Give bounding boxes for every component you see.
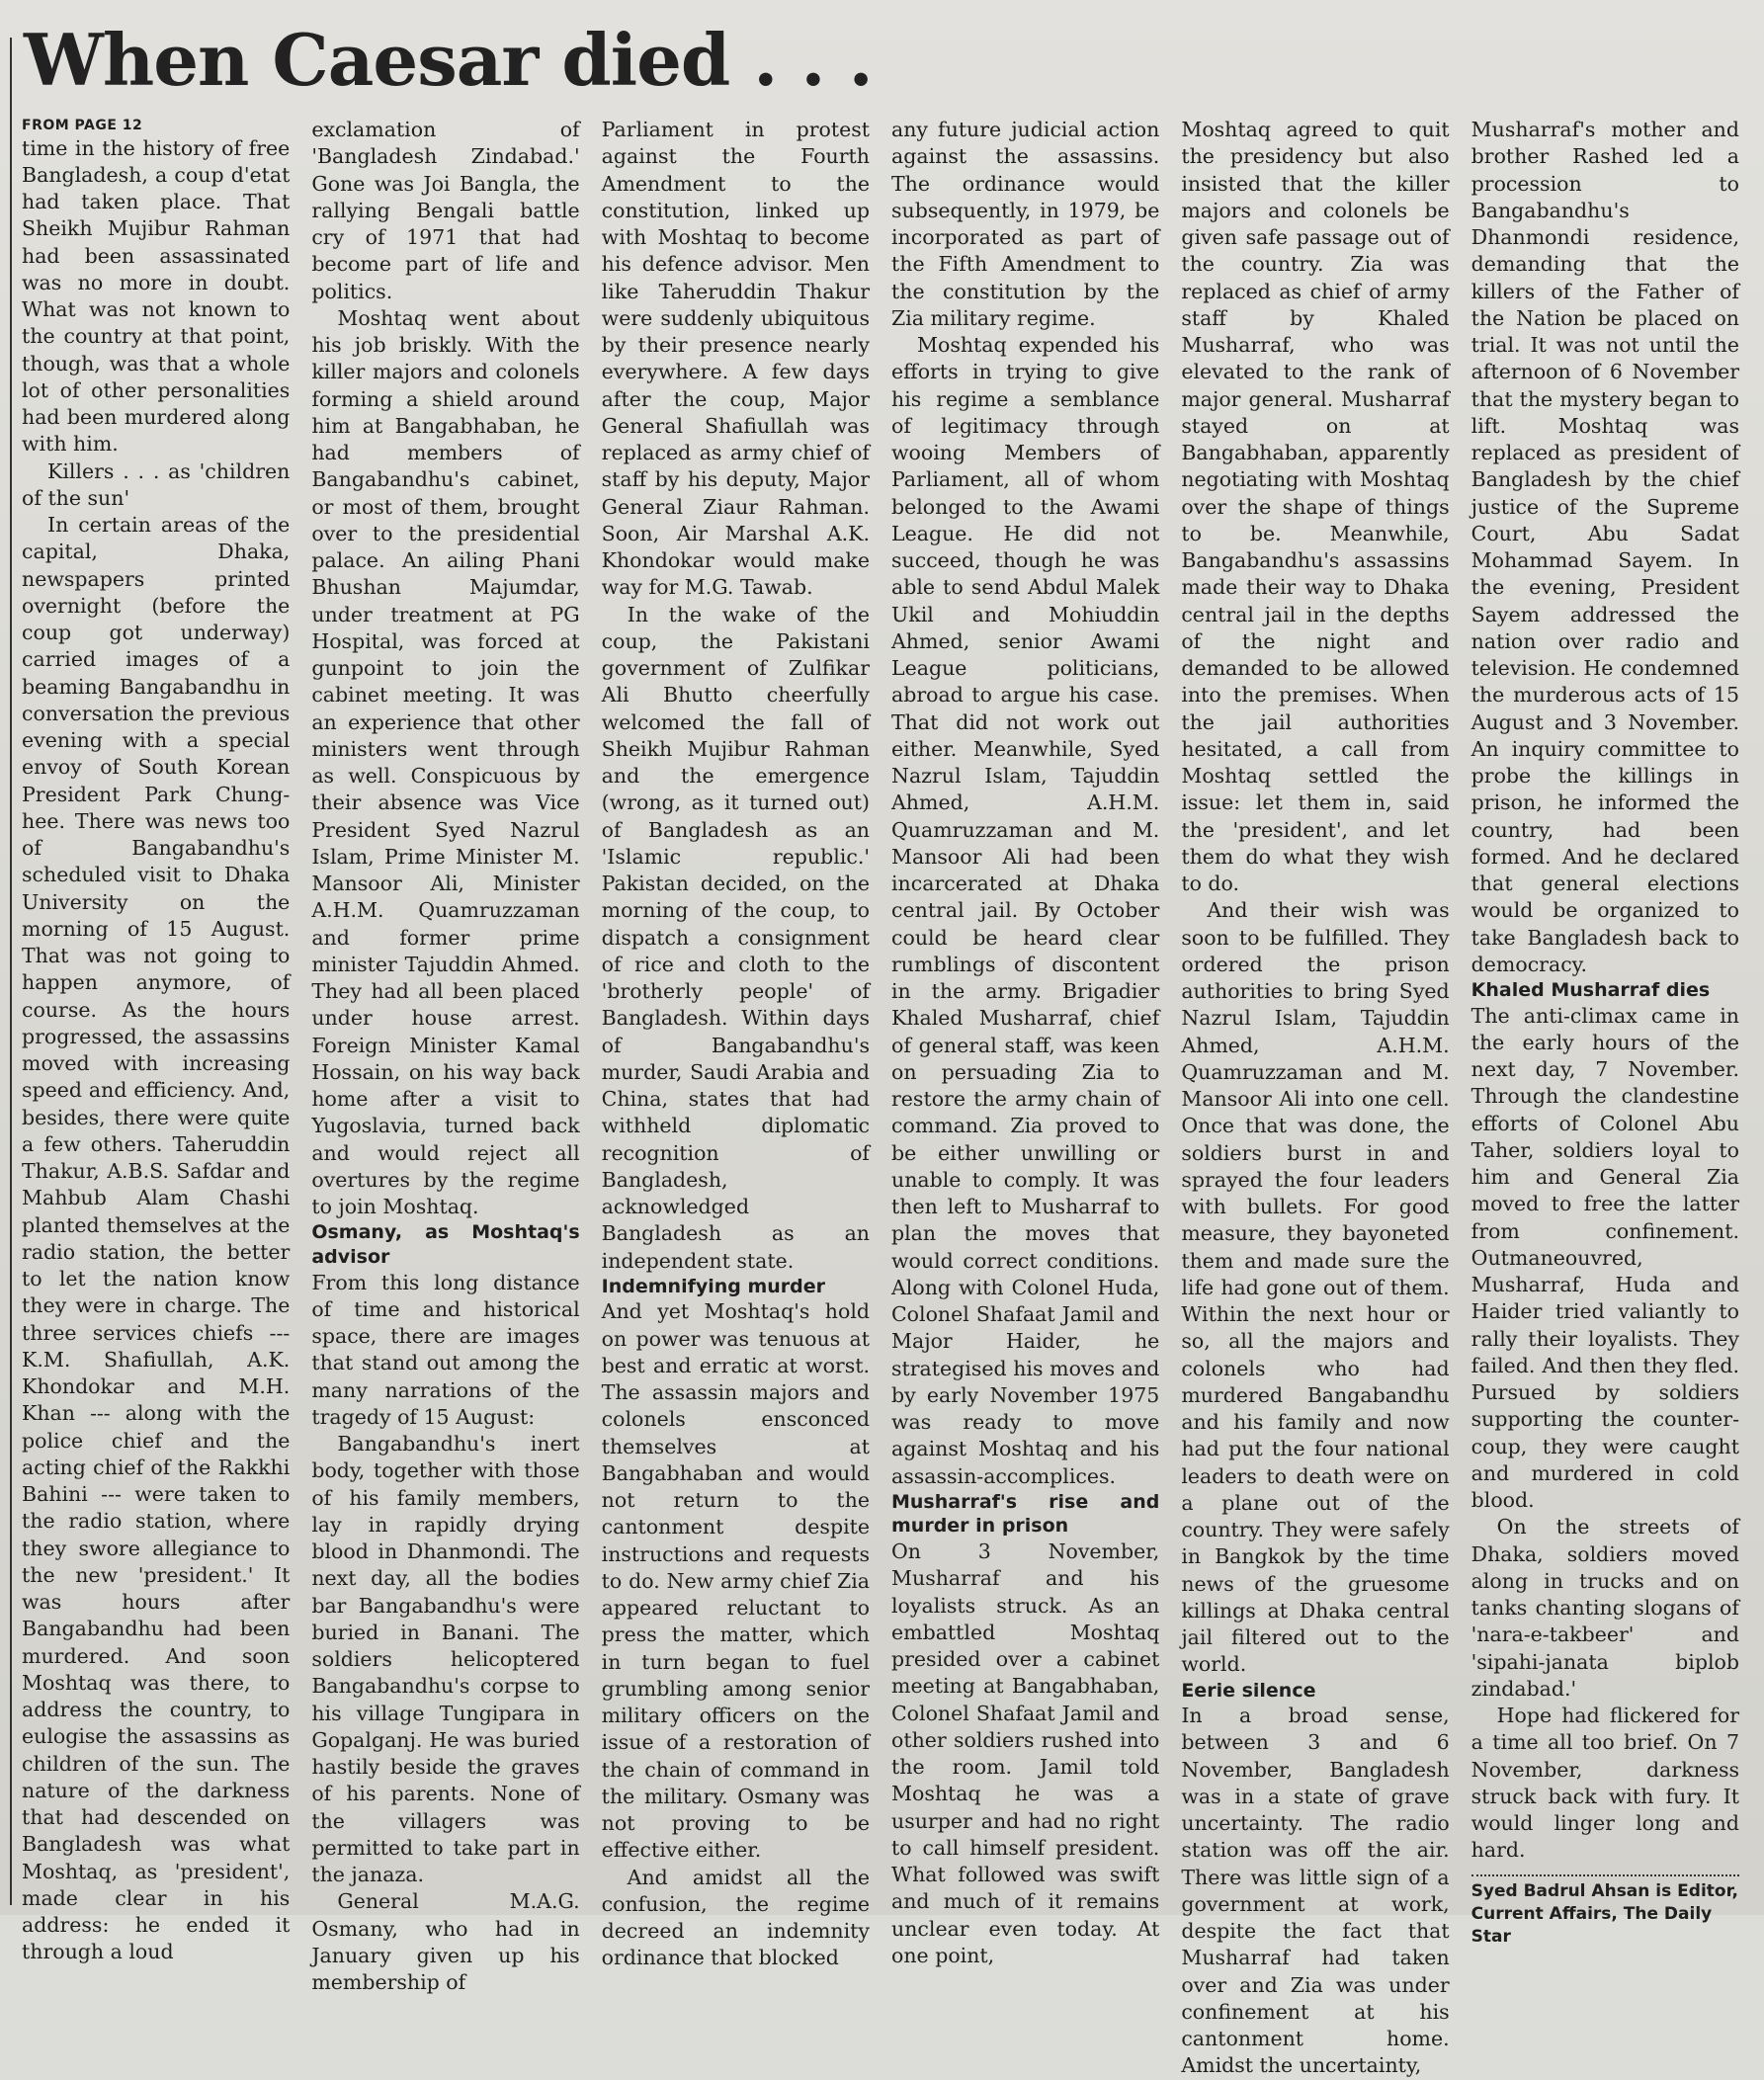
author-byline: Syed Badrul Ahsan is Editor, Current Affairs, The Daily Star xyxy=(1470,1880,1738,1947)
paragraph: And their wish was soon to be fulfilled. They ordered the prison authorities to bring Syed Nazrul Islam, Tajuddin Ahmed, A.H.M. Quamruzzaman and M. Mansoor Ali into one cell. Once that was done, the soldiers burst in and sprayed the four leaders with bullets. For good measure, they bayoneted them and made sure the life had gone out of them. Within the next hour or so, all the majors and colonels who had murdered Bangabandhu and his family and now had put the four national leaders to death were on a plane out of the country. They were safely in Bangkok by the time news of the gruesome killings at Dhaka central jail filtered out to the world. xyxy=(1181,898,1450,1677)
paragraph: In a broad sense, between 3 and 6 November, Bangladesh was in a state of grave uncertainty. The radio station was off the air. There was little sign of a government at work, despite the fact that Musharraf had taken over and Zia was under confinement at his cantonment home. Amidst the uncertainty, xyxy=(1181,1704,1450,2078)
paragraph: Bangabandhu's inert body, together with those of his family members, lay in rapidly drying blood in Dhanmondi. The next day, all the bodies bar Bangabandhu's were buried in Banani. The soldiers helicoptered Bangabandhu's corpse to his village Tungipara in Gopalganj. He was buried hastily beside the graves of his parents. None of the villagers was permitted to take part in the janaza. xyxy=(311,1432,580,1887)
article-column-6 xyxy=(1471,117,1739,2080)
article-column-1 xyxy=(22,117,290,2080)
article-columns xyxy=(22,117,1739,2078)
paragraph: On the streets of Dhaka, soldiers moved along in trucks and on tanks chanting slogans of 'nara-e-takbeer' and 'sipahi-janata biplob zindabad.' xyxy=(1470,1515,1739,1701)
article-column-5 xyxy=(1181,117,1449,2080)
article-column-3 xyxy=(602,117,870,2080)
paragraph: Moshtaq went about his job briskly. With the killer majors and colonels forming a shield around him at Bangabhaban, he had members of Bangabandhu's cabinet, or most of them, brought over to the presidential palace. An ailing Phani Bhushan Majumdar, under treatment at PG Hospital, was forced at gunpoint to join the cabinet meeting. It was an experience that other ministers went through as well. Conspicuous by their absence was Vice President Syed Nazrul Islam, Prime Minister M. Mansoor Ali, Minister A.H.M. Quamruzzaman and former prime minister Tajuddin Ahmed. They had all been placed under house arrest. Foreign Minister Kamal Hossain, on his way back home after a visit to Yugoslavia, turned back and would reject all overtures by the regime to join Moshtaq. xyxy=(311,305,580,1218)
paragraph: In certain areas of the capital, Dhaka, newspapers printed overnight (before the coup got underway) carried images of a beaming Bangabandhu in conversation the previous evening with a special envoy of South Korean President Park Chung-hee. There was news too of Bangabandhu's scheduled visit to Dhaka University on the morning of 15 August. That was not going to happen anymore, of course. As the hours progressed, the assassins moved with increasing speed and efficiency. And, besides, there were quite a few others. Taheruddin Thakur, A.B.S. Safdar and Mahbub Alam Chashi planted themselves at the radio station, the better to let the nation know they were in charge. The three services chiefs --- K.M. Shafiullah, A.K. Khondokar and M.H. Khan --- along with the police chief and the acting chief of the Rakkhi Bahini --- were taken to the radio station, where they swore allegiance to the new 'president.' It was hours after Bangabandhu had been murdered. And soon Moshtaq was there, to address the country, to eulogise the assassins as children of the sun. The nature of the darkness that had descended on Bangladesh was what Moshtaq, as 'president', made clear in his address: he ended it through a loud xyxy=(22,513,291,1964)
paragraph: any future judicial action against the assassins. The ordinance would subsequently, in 1979, be incorporated as part of the Fifth Amendment to the constitution by the Zia military regime. xyxy=(891,118,1160,330)
headline: When Caesar died . . . xyxy=(24,18,873,102)
paragraph: The anti-climax came in the early hours of the next day, 7 November. Through the clandestine efforts of Colonel Abu Taher, soldiers loyal to him and General Zia moved to free the latter from confinement. Outmaneouvred, Musharraf, Huda and Haider tried valiantly to rally their loyalists. They failed. And then they fled. Pursued by soldiers supporting the counter-coup, they were caught and murdered in cold blood. xyxy=(1470,1003,1739,1513)
paragraph: And yet Moshtaq's hold on power was tenuous at best and erratic at worst. The assassin majors and colonels ensconced themselves at Bangabhaban and would not return to the cantonment despite instructions and requests to do. New army chief Zia appeared reluctant to press the matter, which in turn began to fuel grumbling among senior military officers on the issue of a restoration of the chain of command in the military. Osmany was not proving to be effective either. xyxy=(601,1299,870,1863)
paragraph: Moshtaq expended his efforts in trying to give his regime a semblance of legitimacy through wooing Members of Parliament, all of whom belonged to the Awami League. He did not succeed, though he was able to send Abdul Malek Ukil and Mohiuddin Ahmed, senior Awami League politicians, abroad to argue his case. That did not work out either. Meanwhile, Syed Nazrul Islam, Tajuddin Ahmed, A.H.M. Quamruzzaman and M. Mansoor Ali had been incarcerated at Dhaka central jail. By October could be heard clear rumblings of discontent in the army. Brigadier Khaled Musharraf, chief of general staff, was keen on persuading Zia to restore the army chain of command. Zia proved to be either unwilling or unable to comply. It was then left to Musharraf to plan the moves that would correct conditions. Along with Colonel Huda, Colonel Shafaat Jamil and Major Haider, he strategised his moves and by early November 1975 was ready to move against Moshtaq and his assassin-accomplices. xyxy=(891,333,1160,1488)
from-page-kicker: FROM PAGE 12 xyxy=(22,118,143,133)
subheading: Eerie silence xyxy=(1181,1679,1316,1702)
paragraph: And amidst all the confusion, the regime decreed an indemnity ordinance that blocked xyxy=(601,1865,870,1970)
paragraph: General M.A.G. Osmany, who had in January given up his membership of xyxy=(311,1889,580,1995)
paragraph: Parliament in protest against the Fourth Amendment to the constitution, linked up with Moshtaq to become his defence advisor. Men like Taheruddin Thakur were suddenly ubiquitous by their presence nearly everywhere. A few days after the coup, Major General Shafiullah was replaced as army chief of staff by his deputy, Major General Ziaur Rahman. Soon, Air Marshal A.K. Khondokar would make way for M.G. Tawab. xyxy=(601,118,870,600)
subheading: Indemnifying murder xyxy=(601,1275,826,1297)
paragraph: In the wake of the coup, the Pakistani government of Zulfikar Ali Bhutto cheerfully welcomed the fall of Sheikh Mujibur Rahman and the emergence (wrong, as it turned out) of Bangladesh as an 'Islamic republic.' Pakistan decided, on the morning of the coup, to dispatch a consignment of rice and cloth to the 'brotherly people' of Bangladesh. Within days of Bangabandhu's murder, Saudi Arabia and China, states that had withheld diplomatic recognition of Bangladesh, acknowledged Bangladesh as an independent state. xyxy=(601,602,870,1273)
paragraph: Hope had flickered for a time all too brief. On 7 November, darkness struck back with fury. It would linger long and hard. xyxy=(1470,1704,1739,1863)
paragraph: time in the history of free Bangladesh, a coup d'etat had taken place. That Sheikh Mujibur Rahman had been assassinated was no more in doubt. What was not known to the country at that point, though, was that a whole lot of other personalities had been murdered along with him. xyxy=(22,135,291,457)
byline-divider xyxy=(1471,1874,1739,1949)
paragraph: On 3 November, Musharraf and his loyalists struck. As an embattled Moshtaq presided over a cabinet meeting at Bangabhaban, Colonel Shafaat Jamil and other soldiers rushed into the room. Jamil told Moshtaq he was a usurper and had no right to call himself president. What followed was swift and much of it remains unclear even today. At one point, xyxy=(891,1539,1160,1967)
column-rule xyxy=(10,38,12,1905)
paragraph: Musharraf's mother and brother Rashed led a procession to Bangabandhu's Dhanmondi residence, demanding that the killers of the Father of the Nation be placed on trial. It was not until the afternoon of 6 November that the mystery began to lift. Moshtaq was replaced as president of Bangladesh by the chief justice of the Supreme Court, Abu Sadat Mohammad Sayem. In the evening, President Sayem addressed the nation over radio and television. He condemned the murderous acts of 15 August and 3 November. An inquiry committee to probe the killings in prison, he informed the country, had been formed. And he declared that general elections would be organized to take Bangladesh back to democracy. xyxy=(1470,118,1739,976)
paragraph: Killers . . . as 'children of the sun' xyxy=(22,458,291,510)
article-column-2 xyxy=(311,117,579,2080)
paragraph: Moshtaq agreed to quit the presidency but also insisted that the killer majors and colonels be given safe passage out of the country. Zia was replaced as chief of army staff by Khaled Musharraf, who was elevated to the rank of major general. Musharraf stayed on at Bangabhaban, apparently negotiating with Moshtaq over the shape of things to be. Meanwhile, Bangabandhu's assassins made their way to Dhaka central jail in the depths of the night and demanded to be allowed into the premises. When the jail authorities hesitated, a call from Moshtaq settled the issue: let them in, said the 'president', and let them do what they wish to do. xyxy=(1181,118,1450,895)
article-column-4 xyxy=(891,117,1159,2080)
subheading: Musharraf's rise and murder in prison xyxy=(891,1490,1160,1538)
paragraph: From this long distance of time and historical space, there are images that stand out among the many narrations of the tragedy of 15 August: xyxy=(311,1270,580,1429)
subheading: Khaled Musharraf dies xyxy=(1470,979,1711,1001)
subheading: Osmany, as Moshtaq's advisor xyxy=(311,1221,580,1268)
paragraph: exclamation of 'Bangladesh Zindabad.' Gone was Joi Bangla, the rallying Bengali battle cry of 1971 that had become part of life and politics. xyxy=(311,118,580,303)
